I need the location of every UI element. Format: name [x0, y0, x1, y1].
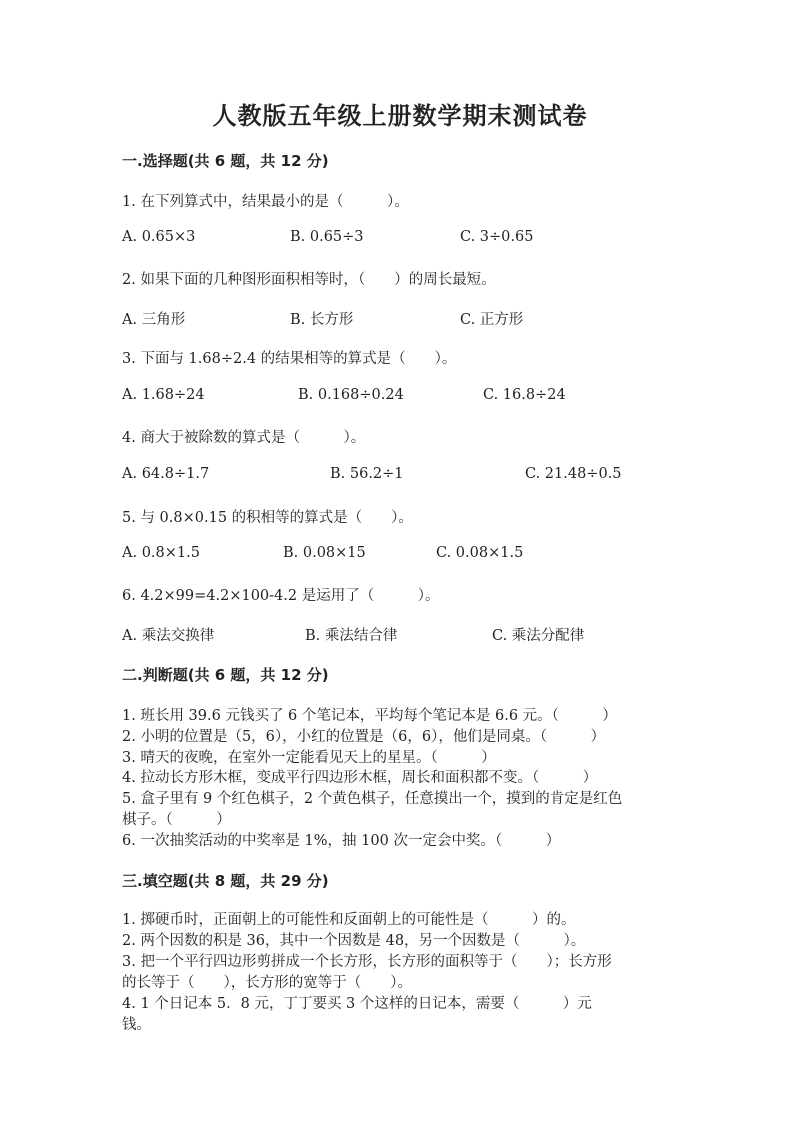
judgement-line: 5. 盒子里有 9 个红色棋子，2 个黄色棋子，任意摸出一个，摸到的肯定是红色	[122, 791, 623, 807]
option-a: A. 64.8÷1.7	[122, 466, 210, 482]
page-title: 人教版五年级上册数学期末测试卷	[212, 102, 588, 130]
option-b: B. 56.2÷1	[330, 466, 404, 482]
section-heading-multiple-choice: 一.选择题(共 6 题，共 12 分)	[122, 152, 329, 170]
option-c: C. 3÷0.65	[460, 229, 534, 245]
question-stem: 1. 在下列算式中，结果最小的是（ ）。	[122, 194, 409, 210]
judgement-line: 3. 晴天的夜晚，在室外一定能看见天上的星星。（ ）	[122, 750, 496, 766]
judgement-line: 1. 班长用 39.6 元钱买了 6 个笔记本，平均每个笔记本是 6.6 元。（ ）	[122, 708, 617, 724]
judgement-line: 4. 拉动长方形木框，变成平行四边形木框，周长和面积都不变。（ ）	[122, 770, 598, 786]
question-stem: 5. 与 0.8×0.15 的积相等的算式是（ ）。	[122, 510, 413, 526]
fill-in-line: 的长等于（ ），长方形的宽等于（ ）。	[122, 975, 412, 991]
option-a: A. 0.65×3	[122, 229, 196, 245]
fill-in-line: 3. 把一个平行四边形剪拼成一个长方形，长方形的面积等于（ ）；长方形	[122, 954, 612, 970]
question-stem: 4. 商大于被除数的算式是（ ）。	[122, 430, 366, 446]
judgement-line: 6. 一次抽奖活动的中奖率是 1%，抽 100 次一定会中奖。（ ）	[122, 833, 561, 849]
judgement-line: 棋子。（ ）	[122, 812, 231, 828]
fill-in-line: 钱。	[122, 1017, 151, 1033]
option-b: B. 乘法结合律	[305, 628, 398, 644]
option-b: B. 0.168÷0.24	[298, 387, 404, 403]
option-b: B. 长方形	[290, 312, 354, 328]
option-c: C. 乘法分配律	[492, 628, 585, 644]
section-heading-true-false: 二.判断题(共 6 题，共 12 分)	[122, 666, 329, 684]
option-a: A. 三角形	[122, 312, 186, 328]
option-c: C. 16.8÷24	[483, 387, 566, 403]
question-stem: 2. 如果下面的几种图形面积相等时，（ ）的周长最短。	[122, 272, 496, 288]
judgement-line: 2. 小明的位置是（5，6），小红的位置是（6，6），他们是同桌。（ ）	[122, 729, 606, 745]
fill-in-line: 2. 两个因数的积是 36，其中一个因数是 48，另一个因数是（ ）。	[122, 933, 586, 949]
option-c: C. 21.48÷0.5	[525, 466, 622, 482]
option-a: A. 1.68÷24	[122, 387, 205, 403]
section-heading-fill-in: 三.填空题(共 8 题，共 29 分)	[122, 872, 329, 890]
option-b: B. 0.08×15	[283, 545, 366, 561]
option-b: B. 0.65÷3	[290, 229, 364, 245]
fill-in-line: 4. 1 个日记本 5．8 元，丁丁要买 3 个这样的日记本，需要（ ）元	[122, 996, 592, 1012]
option-a: A. 0.8×1.5	[122, 545, 200, 561]
option-c: C. 0.08×1.5	[436, 545, 524, 561]
option-c: C. 正方形	[460, 312, 524, 328]
question-stem: 6. 4.2×99=4.2×100-4.2 是运用了（ ）。	[122, 588, 440, 604]
option-a: A. 乘法交换律	[122, 628, 215, 644]
fill-in-line: 1. 掷硬币时，正面朝上的可能性和反面朝上的可能性是（ ）的。	[122, 912, 576, 928]
question-stem: 3. 下面与 1.68÷2.4 的结果相等的算式是（ ）。	[122, 351, 457, 367]
